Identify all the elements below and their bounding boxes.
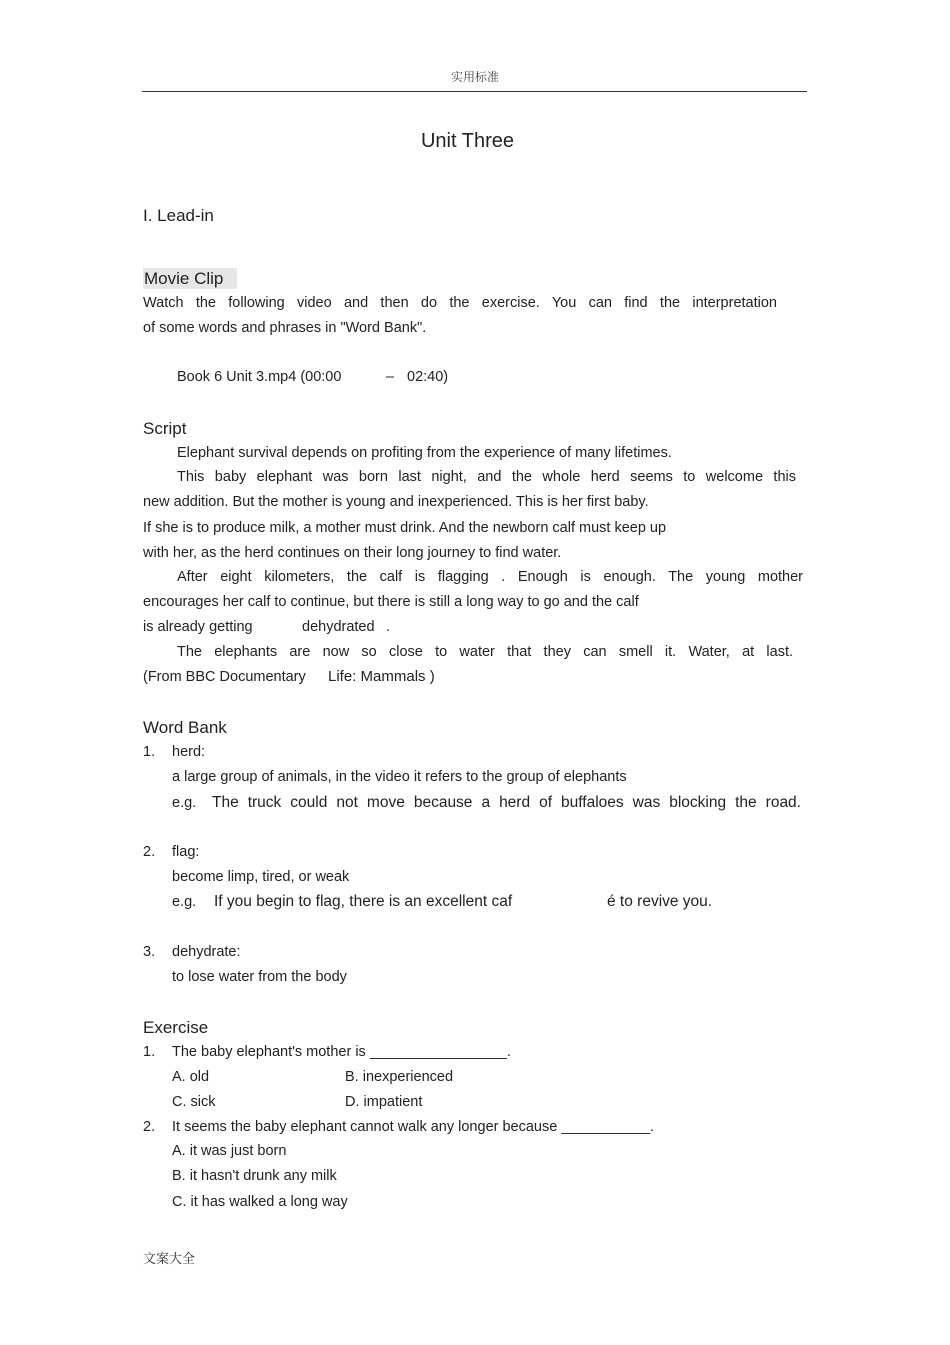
movie-clip-label-text: Movie Clip: [143, 268, 237, 289]
page-footer: 文案大全: [143, 1252, 196, 1267]
script-line: with her, as the herd continues on their long journey to find water.: [143, 545, 562, 561]
entry-word: flag:: [172, 844, 200, 860]
entry-definition: a large group of animals, in the video it refers to the group of elephants: [172, 769, 627, 785]
script-period: .: [386, 619, 391, 635]
video-file-dash: –: [386, 369, 395, 385]
page-header: 实用标准: [450, 70, 499, 84]
script-heading: Script: [143, 419, 187, 438]
question-option: C. it has walked a long way: [172, 1194, 348, 1210]
script-line: encourages her calf to continue, but there is still a long way to go and the calf: [143, 594, 639, 610]
entry-word: herd:: [172, 744, 206, 760]
script-line: The elephants are now so close to water that they can smell it. Water, at last.: [177, 644, 793, 660]
video-file-name: Book 6 Unit 3.mp4 (00:00: [177, 369, 342, 385]
movie-clip-label: [143, 269, 237, 289]
entry-example-tail: é to revive you.: [607, 893, 713, 910]
script-word-dehydrated: dehydrated: [302, 619, 375, 635]
script-line: If she is to produce milk, a mother must drink. And the newborn calf must keep up: [143, 520, 667, 536]
exercise-heading: Exercise: [143, 1018, 209, 1037]
entry-number: 3.: [143, 944, 156, 960]
script-line: new addition. But the mother is young and inexperienced. This is her first baby.: [143, 494, 649, 510]
question-number: 1.: [143, 1044, 156, 1060]
question-number: 2.: [143, 1119, 156, 1135]
entry-definition: to lose water from the body: [172, 969, 347, 985]
question-option: B. inexperienced: [345, 1069, 454, 1085]
question-option: B. it hasn't drunk any milk: [172, 1168, 337, 1184]
entry-eg-label: e.g.: [172, 894, 197, 910]
entry-example: If you begin to flag, there is an excellent caf: [214, 893, 513, 910]
entry-definition: become limp, tired, or weak: [172, 869, 350, 885]
entry-eg-label: e.g.: [172, 795, 197, 811]
question-text: It seems the baby elephant cannot walk any longer because ___________.: [172, 1119, 655, 1135]
question-option: A. old: [172, 1069, 210, 1085]
script-line: After eight kilometers, the calf is flagging . Enough is enough. The young mother: [177, 569, 803, 585]
entry-number: 2.: [143, 844, 156, 860]
entry-word: dehydrate:: [172, 944, 241, 960]
entry-example: The truck could not move because a herd of buffaloes was blocking the road.: [212, 794, 801, 811]
document-title: Unit Three: [420, 130, 514, 152]
header-rule: [142, 91, 807, 92]
instruction-line-2: of some words and phrases in "Word Bank".: [143, 320, 427, 336]
script-source: (From BBC Documentary: [143, 669, 306, 685]
word-bank-heading: Word Bank: [143, 718, 227, 737]
question-option: C. sick: [172, 1094, 216, 1110]
video-file-end: 02:40): [407, 369, 449, 385]
script-line: Elephant survival depends on profiting from the experience of many lifetimes.: [177, 445, 672, 461]
script-line: This baby elephant was born last night, and the whole herd seems to welcome this: [177, 469, 796, 485]
question-option: D. impatient: [345, 1094, 423, 1110]
script-source-title: Life: Mammals ): [328, 668, 435, 685]
lead-in-heading: I. Lead-in: [143, 206, 214, 225]
entry-number: 1.: [143, 744, 156, 760]
instruction-line-1: Watch the following video and then do the exercise. You can find the interpretation: [143, 295, 777, 311]
question-text: The baby elephant's mother is _________________.: [172, 1044, 511, 1060]
question-option: A. it was just born: [172, 1143, 287, 1159]
script-line: is already getting: [143, 619, 253, 635]
